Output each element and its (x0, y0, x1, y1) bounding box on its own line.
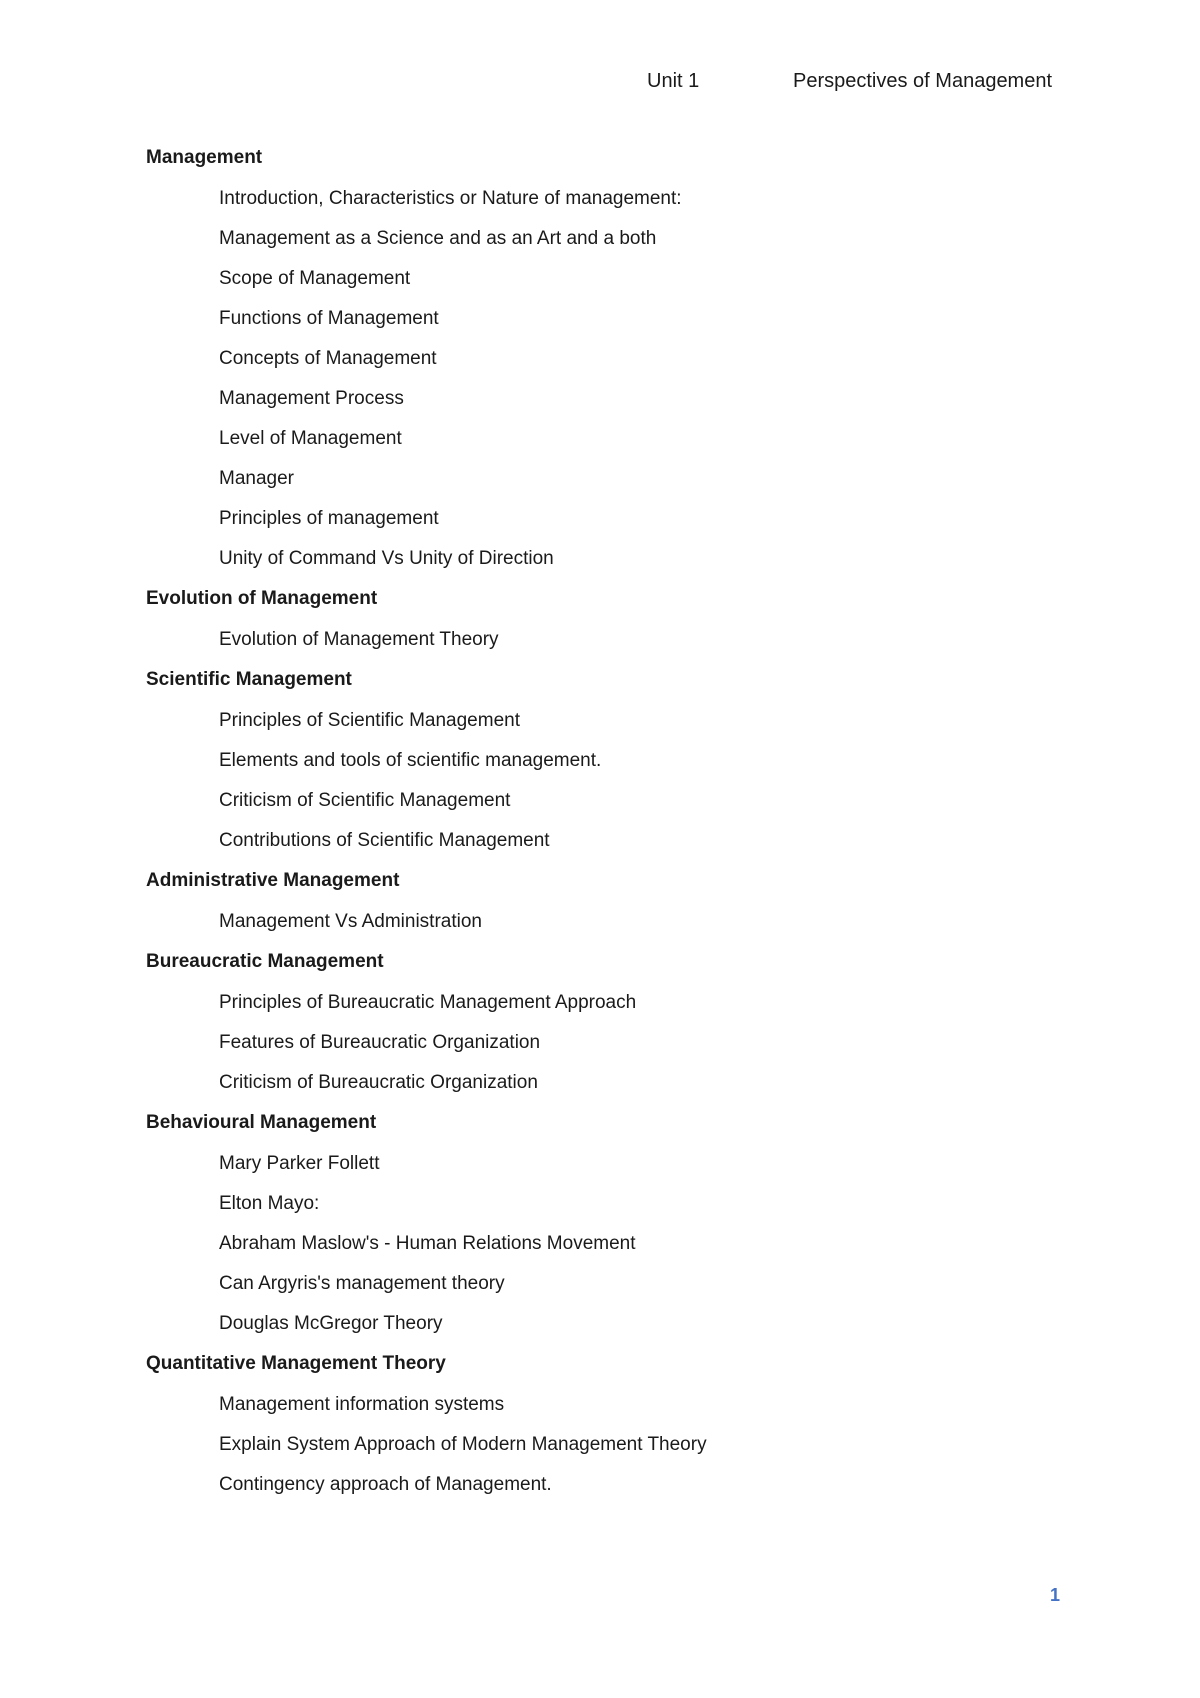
section-heading: Administrative Management (146, 870, 400, 891)
topic-item: Features of Bureaucratic Organization (219, 1032, 541, 1053)
contents-outline (146, 140, 1106, 1507)
topic-item: Functions of Management (219, 308, 439, 329)
header-unit: Unit 1 (647, 70, 700, 92)
topic-item: Elton Mayo: (219, 1193, 320, 1214)
section-heading: Scientific Management (146, 669, 352, 690)
topic-item: Introduction, Characteristics or Nature of management: (219, 188, 682, 209)
topic-item: Criticism of Bureaucratic Organization (219, 1072, 538, 1093)
topic-item: Explain System Approach of Modern Management Theory (219, 1434, 707, 1455)
topic-item: Elements and tools of scientific management. (219, 750, 602, 771)
topic-item: Principles of management (219, 508, 439, 529)
topic-item: Evolution of Management Theory (219, 629, 499, 650)
topic-item: Abraham Maslow's - Human Relations Movement (219, 1233, 636, 1254)
section-heading: Evolution of Management (146, 588, 378, 609)
topic-item: Principles of Bureaucratic Management Approach (219, 992, 637, 1013)
topic-item: Unity of Command Vs Unity of Direction (219, 548, 554, 569)
topic-item: Principles of Scientific Management (219, 710, 520, 731)
topic-item: Management as a Science and as an Art and a both (219, 228, 657, 249)
section-heading: Bureaucratic Management (146, 951, 384, 972)
topic-item: Douglas McGregor Theory (219, 1313, 443, 1334)
topic-item: Contingency approach of Management. (219, 1474, 552, 1495)
topic-item: Management information systems (219, 1394, 505, 1415)
page-number: 1 (1050, 1585, 1061, 1605)
topic-item: Scope of Management (219, 268, 411, 289)
topic-item: Level of Management (219, 428, 402, 449)
section-heading: Behavioural Management (146, 1112, 377, 1133)
topic-item: Can Argyris's management theory (219, 1273, 505, 1294)
topic-item: Concepts of Management (219, 348, 437, 369)
header-title: Perspectives of Management (793, 70, 1053, 92)
topic-item: Management Vs Administration (219, 911, 482, 932)
section-heading: Management (146, 147, 263, 168)
topic-item: Contributions of Scientific Management (219, 830, 550, 851)
topic-item: Criticism of Scientific Management (219, 790, 511, 811)
topic-item: Mary Parker Follett (219, 1153, 380, 1174)
running-header (0, 70, 1200, 96)
section-heading: Quantitative Management Theory (146, 1353, 446, 1374)
topic-item: Manager (219, 468, 294, 489)
topic-item: Management Process (219, 388, 404, 409)
